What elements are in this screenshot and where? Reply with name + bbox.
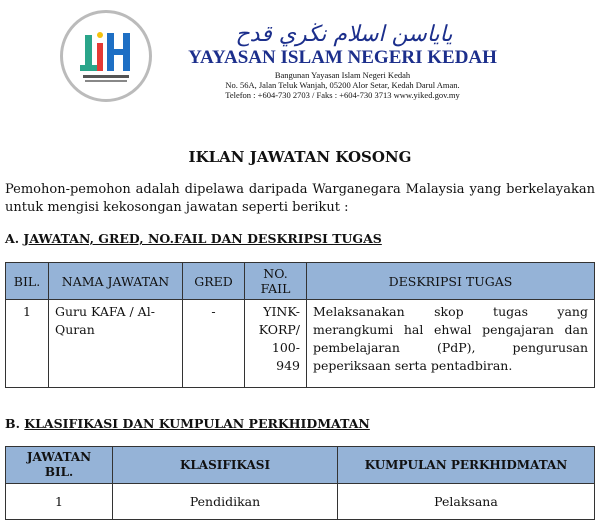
cell-nama-jawatan: Guru KAFA / Al-Quran xyxy=(49,300,183,388)
building-name: Bangunan Yayasan Islam Negeri Kedah xyxy=(274,70,411,80)
section-b-heading xyxy=(5,416,370,431)
table-header-row xyxy=(6,263,595,300)
col-header: DESKRIPSI TUGAS xyxy=(307,263,595,300)
col-header: NO. FAIL xyxy=(245,263,307,300)
col-header: NAMA JAWATAN xyxy=(49,263,183,300)
cell-no-fail: YINK-KORP/ 100-949 xyxy=(245,300,307,388)
page-title: IKLAN JAWATAN KOSONG xyxy=(188,148,412,166)
yayasan-logo xyxy=(60,10,152,102)
col-header: GRED xyxy=(183,263,245,300)
section-title: JAWATAN, GRED, NO.FAIL DAN DESKRIPSI TUGAS xyxy=(23,231,382,246)
cell-deskripsi: Melaksanakan skop tugas yang merangkumi hal ehwal pengajaran dan pembelajaran (PdP), pengurusan peperiksaan serta pentadbiran. xyxy=(307,300,595,388)
intro-paragraph: Pemohon-pemohon adalah dipelawa daripada Warganegara Malaysia yang berkelayakan untuk mengisi kekosongan jawatan seperti berikut : xyxy=(5,182,595,215)
cell-kumpulan: Pelaksana xyxy=(338,484,595,520)
cell-klasifikasi: Pendidikan xyxy=(113,484,338,520)
col-header: KLASIFIKASI xyxy=(113,447,338,484)
section-a-heading xyxy=(5,231,382,246)
arabic-org-name: ياياسن اسلام نڬري قدح xyxy=(235,22,453,47)
org-name: YAYASAN ISLAM NEGERI KEDAH xyxy=(188,47,497,68)
table-header-row xyxy=(6,447,595,484)
klasifikasi-table xyxy=(5,446,595,520)
table-row xyxy=(6,300,595,388)
section-letter: B. xyxy=(5,416,20,431)
cell-bil: 1 xyxy=(6,300,49,388)
table-row xyxy=(6,484,595,520)
contact-info: Telefon : +604-730 2703 / Faks : +604-730 3713 www.yiked.gov.my xyxy=(225,90,460,100)
cell-bil: 1 xyxy=(6,484,113,520)
section-letter: A. xyxy=(5,231,20,246)
jawatan-table xyxy=(5,262,595,388)
address: No. 56A, Jalan Teluk Wanjah, 05200 Alor Setar, Kedah Darul Aman. xyxy=(225,80,460,90)
cell-gred: - xyxy=(183,300,245,388)
section-title: KLASIFIKASI DAN KUMPULAN PERKHIDMATAN xyxy=(24,416,370,431)
col-header: BIL. xyxy=(6,263,49,300)
col-header: JAWATAN BIL. xyxy=(6,447,113,484)
col-header: KUMPULAN PERKHIDMATAN xyxy=(338,447,595,484)
